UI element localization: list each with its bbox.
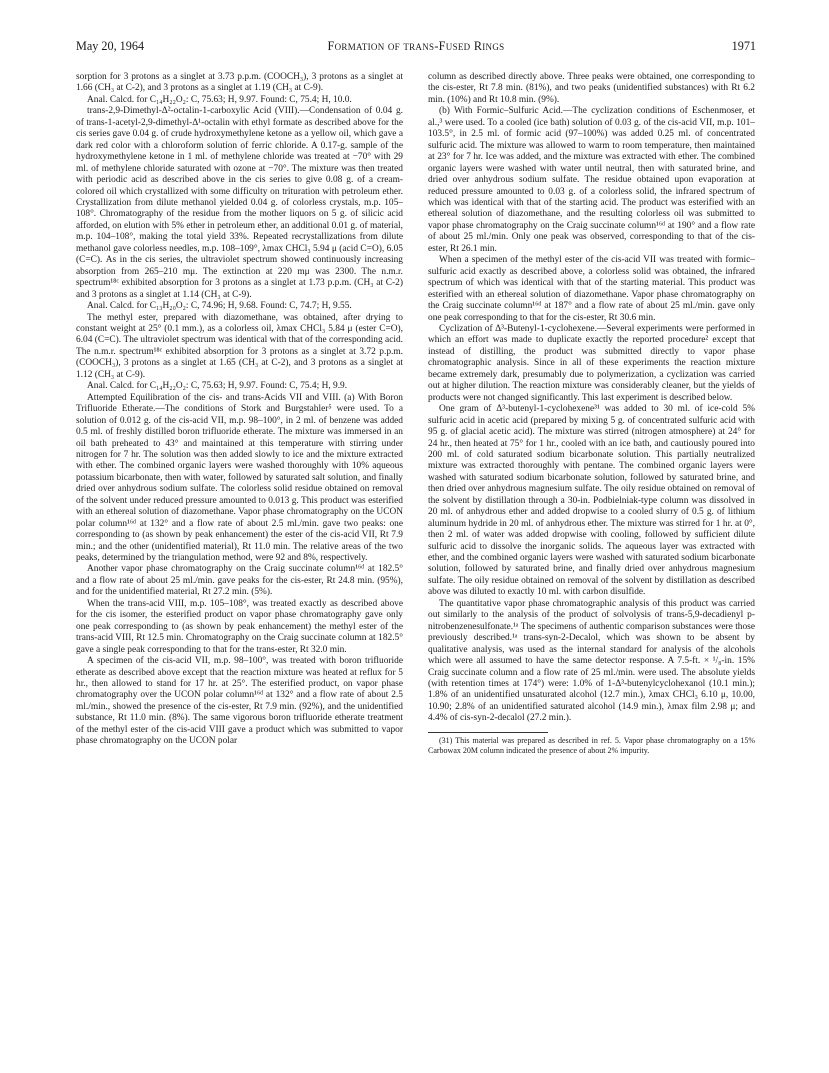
footnote-divider: [428, 732, 548, 733]
paragraph: column as described directly above. Three peaks were obtained, one corresponding to the cis-ester, Rt 7.8 min. (81%), and two peaks (unidentified substances) with Rt 6.2 min. (10%) and Rt 10.8 min. (9%).: [428, 72, 755, 105]
header-date: May 20, 1964: [76, 39, 145, 53]
paragraph: When the trans-acid VIII, m.p. 105–108°, was treated exactly as described above for the cis isomer, the esterified product on vapor phase chromatography gave only one peak corresponding to (as shown by peak enhancement) the methyl ester of the trans-acid VIII, Rt 12.5 min. Chromatography on the Craig succinate column at 182.5° gave a single peak corresponding to that for the trans-ester, Rt 32.0 min.: [76, 598, 403, 655]
footnote: (31) This material was prepared as described in ref. 5. Vapor phase chromatography on a 15% Carbowax 20M column indicated the presence of about 2% impurity.: [428, 735, 755, 755]
paragraph: Cyclization of Δ³-Butenyl-1-cyclohexene.—Several experiments were performed in which an effort was made to duplicate exactly the reported procedure² except that instead of distilling, the product was submitted directly to vapor phase chromatographic analysis. Since in all of these experiments the reaction mixture became extremely dark, presumably due to polymerization, a cyclization was carried out at higher dilution. The reaction mixture was considerably cleaner, but the yields of products were not changed significantly. This last experiment is described below.: [428, 323, 755, 403]
paragraph: sorption for 3 protons as a singlet at 3.73 p.p.m. (COOCH₃), 3 protons as a singlet at 1.66 (CH₃ at C-2), and 3 protons as a singlet at 1.19 (CH₃ at C-9).: [76, 72, 403, 94]
paragraph: The methyl ester, prepared with diazomethane, was obtained, after drying to constant weight at 25° (0.1 mm.), as a colorless oil, λmax CHCl₃ 5.84 μ (ester C=O), 6.04 (C=C). The ultraviolet spectrum was identical with that of the corresponding acid. The n.m.r. spectrum¹⁸ᶜ exhibited absorption for 3 protons as a singlet at 3.72 p.p.m. (COOCH₃), 3 protons as a singlet at 1.65 (CH₃ at C-2), and 3 protons as a singlet at 1.12 (CH₃ at C-9).: [76, 312, 403, 380]
paragraph: One gram of Δ³-butenyl-1-cyclohexene³¹ was added to 30 ml. of ice-cold 5% sulfuric acid in acetic acid (prepared by mixing 5 g. of concentrated sulfuric acid with 95 g. of glacial acetic acid). The mixture was stirred (nitrogen atmosphere) at 24° for 24 hr., then heated at 75° for 1 hr., cooled with an ice bath, and cautiously poured into 200 ml. of cold saturated sodium bicarbonate solution. This partially neutralized mixture was extracted thoroughly with pentane. The combined organic layers were washed with saturated sodium bicarbonate solution, followed by saturated brine, and then dried over anhydrous magnesium sulfate. The oily residue obtained on removal of the solvent by distillation through a 30-in. Podbielniak-type column was dissolved in 20 ml. of anhydrous ether and added dropwise to a cooled slurry of 0.5 g. of lithium aluminum hydride in 20 ml. of anhydrous ether. The mixture was stirred for 1 hr. at 0°, then 2 ml. of water was added dropwise with cooling, followed by sufficient dilute sulfuric acid to dissolve the inorganic solids. The aqueous layer was extracted with ether, and the combined organic layers were washed with saturated sodium bicarbonate solution, followed by saturated brine, and finally dried over anhydrous magnesium sulfate. The oily residue obtained on removal of the solvent by distillation as described above was diluted to exactly 10 ml. with carbon disulfide.: [428, 404, 755, 598]
paragraph: When a specimen of the methyl ester of the cis-acid VII was treated with formic–sulfuric acid exactly as described above, a colorless solid was obtained, the infrared spectrum of which was identical with that of the starting material. This product was esterified with an ethereal solution of diazomethane. Vapor phase chromatography on the Craig succinate column¹⁶ᵈ at 187° and a flow rate of about 25 ml./min. gave only one peak corresponding to that for the cis-ester, Rt 30.6 min.: [428, 255, 755, 323]
paragraph: The quantitative vapor phase chromatographic analysis of this product was carried out similarly to the analysis of the product of solvolysis of trans-5,9-decadienyl p-nitrobenzenesulfonate.¹ᵃ The specimens of authentic comparison substances were those previously described.¹ᵃ trans-syn-2-Decalol, which was shown to be absent by qualitative analysis, was used as the internal standard for analysis of the alcohols which were all assumed to have the same detector response. A 7.5-ft. × ¹/₈-in. 15% Craig succinate column and a flow rate of 25 ml./min. were used. The absolute yields (with retention times at 174°) were: 1.0% of 1-Δ³-butenylcyclohexanol (10.1 min.); 1.8% of an unidentified unsaturated alcohol (12.7 min.), λmax CHCl₃ 6.10 μ, 10.00, 10.90; 2.8% of an unidentified saturated alcohol (14.9 min.), λmax film 2.98 μ; and 4.4% of cis-syn-2-decalol (27.2 min.).: [428, 598, 755, 724]
paragraph: Another vapor phase chromatography on the Craig succinate column¹⁶ᵈ at 182.5° and a flow rate of about 25 ml./min. gave peaks for the cis-ester, Rt 24.8 min. (95%), and for the unidentified material, Rt 27.2 min. (5%).: [76, 564, 403, 598]
running-header: [76, 38, 756, 54]
paragraph: Attempted Equilibration of the cis- and trans-Acids VII and VIII. (a) With Boron Trifluoride Etherate.—The conditions of Stork and Burgstahler⁵ were used. To a solution of 0.012 g. of the cis-acid VII, m.p. 98–100°, in 2 ml. of benzene was added 0.5 ml. of freshly distilled boron trifluoride etherate. The mixture was immersed in an oil bath preheated to 43° and maintained at this temperature with stirring under nitrogen for 7 hr. The solution was then added slowly to ice and the mixture extracted with ether. The combined organic layers were washed thoroughly with 10% aqueous potassium bicarbonate, then with water, followed by saturated salt solution, and finally dried over anhydrous sodium sulfate. The colorless solid residue obtained on removal of the solvent under reduced pressure amounted to 0.013 g. This product was esterified with an ethereal solution of diazomethane. Vapor phase chromatography on the UCON polar column¹⁶ᵈ at 132° and a flow rate of about 2.5 ml./min. gave two peaks: one corresponding to (as shown by peak enhancement) the ester of the cis-acid VII, Rt 7.9 min.; and the other (unidentified material), Rt 11.0 min. The relative areas of the two peaks, determined by the triangulation method, were 92 and 8%, respectively.: [76, 392, 403, 564]
analysis-line: Anal. Calcd. for C₁₄H₂₂O₂: C, 75.63; H, 9.97. Found: C, 75.4; H, 9.9.: [87, 381, 348, 392]
left-column: [76, 72, 403, 748]
paragraph: (b) With Formic–Sulfuric Acid.—The cyclization conditions of Eschenmoser, et al.,³ were used. To a cooled (ice bath) solution of 0.03 g. of the cis-acid VII, m.p. 101–103.5°, in 2.5 ml. of formic acid (97–100%) was added 0.25 ml. of concentrated sulfuric acid. The mixture was allowed to warm to room temperature, then maintained at 23° for 7 hr. Ice was added, and the mixture was extracted with ether. The combined organic layers were washed with water until neutral, then with saturated brine, and dried over anhydrous sodium sulfate. The residue obtained upon evaporation at reduced pressure amounted to 0.03 g. of a colorless solid, the infrared spectrum of which was identical with that of the starting acid. The product was esterified with an ethereal solution of diazomethane, and the resulting colorless oil was submitted to vapor phase chromatography on the Craig succinate column¹⁶ᵈ at 190° and a flow rate of about 25 ml./min. Only one peak was observed, corresponding to that of the cis-ester, Rt 26.1 min.: [428, 106, 755, 254]
header-title: Formation of trans-Fused Rings: [327, 39, 505, 53]
paragraph: A specimen of the cis-acid VII, m.p. 98–100°, was treated with boron trifluoride etherate as described above except that the reaction mixture was heated at reflux for 5 hr., then allowed to stand for 17 hr. at 25°. The esterified product, on vapor phase chromatography over the UCON polar column¹⁶ᵈ at 132° and a flow rate of about 2.5 ml./min., showed the presence of the cis-ester, Rt 7.9 min. (92%), and the unidentified substance, Rt 11.0 min. (8%). The same vigorous boron trifluoride etherate treatment of the methyl ester of the cis-acid VIII gave a product which was submitted to vapor phase chromatography on the UCON polar: [76, 656, 403, 747]
analysis-line: Anal. Calcd. for C₁₄H₂₂O₂: C, 75.63; H, 9.97. Found: C, 75.4; H, 10.0.: [87, 94, 352, 105]
page-number: 1971: [731, 39, 756, 53]
paragraph: trans-2,9-Dimethyl-Δ²-octalin-1-carboxylic Acid (VIII).—Condensation of 0.04 g. of trans-1-acetyl-2,9-dimethyl-Δ¹-octalin with ethyl formate as described above for the cis series gave 0.04 g. of crude hydroxymethylene ketone as a yellow oil, which gave a dark red color with a chloroform solution of ferric chloride. A 0.17-g. sample of the hydroxymethylene ketone in 1 ml. of methylene chloride was treated at −70° with 29 ml. of methylene chloride saturated with ozone at −70°. The mixture was then treated with periodic acid as described above in the cis series to give 0.08 g. of a cream-colored oil which crystallized with some difficulty on trituration with petroleum ether. Crystallization from dilute methanol yielded 0.04 g. of colorless crystals, m.p. 105–108°. Chromatography of the residue from the mother liquors on 5 g. of silicic acid afforded, on elution with 5% ether in petroleum ether, an additional 0.01 g. of material, m.p. 104–108°, making the total yield 33%. Repeated recrystallizations from dilute methanol gave colorless needles, m.p. 108–109°, λmax CHCl₃ 5.94 μ (acid C=O), 6.05 (C=C). As in the cis series, the ultraviolet spectrum showed continuously increasing absorption from 265–210 mμ. The extinction at 220 mμ was 2300. The n.m.r. spectrum¹⁸ᶜ exhibited absorption for 3 protons as a singlet at 1.73 p.p.m. (CH₃ at C-2) and 3 protons as a singlet at 1.14 (CH₃ at C-9).: [76, 106, 403, 300]
right-column: [428, 72, 755, 756]
analysis-line: Anal. Calcd. for C₁₃H₂₀O₂: C, 74.96; H, 9.68. Found: C, 74.7; H, 9.55.: [87, 301, 352, 312]
